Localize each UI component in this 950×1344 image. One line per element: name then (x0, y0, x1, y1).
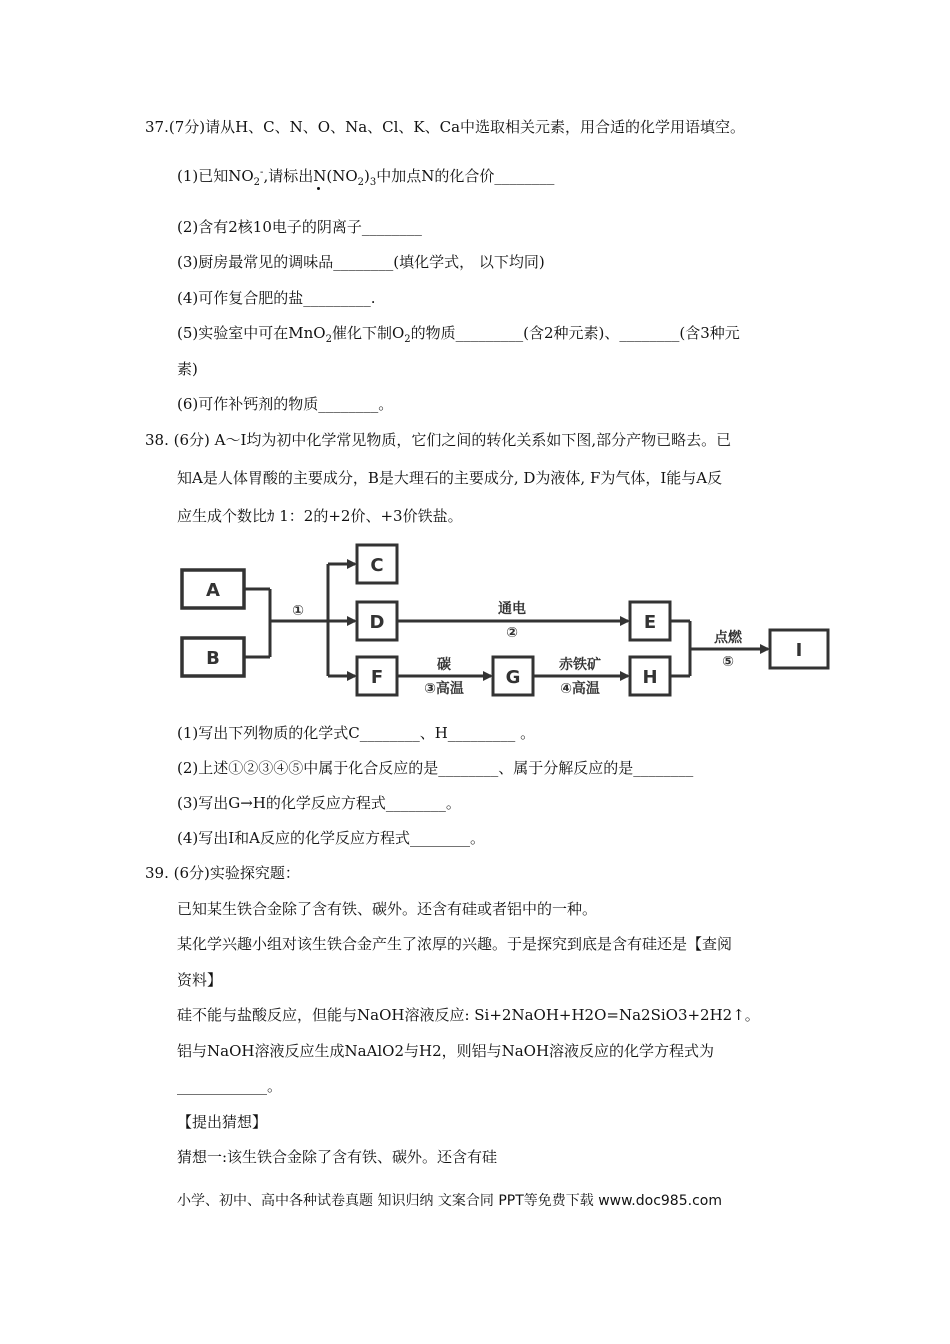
reaction-flow-diagram (0, 535, 950, 715)
q39-line6: ____________。 (177, 1077, 283, 1095)
q37-part6: (6)可作补钙剂的物质________。 (177, 395, 394, 413)
q37-part4: (4)可作复合肥的盐_________. (177, 289, 376, 307)
reaction-5-condition: 点燃 (714, 630, 742, 646)
reaction-4-label: ④高温 (560, 681, 600, 697)
label-d: D (369, 612, 385, 633)
q39-line3: 资料】 (177, 971, 223, 989)
q38-sub1: (1)写出下列物质的化学式C________、H_________ 。 (177, 724, 536, 742)
q39-line5: 铝与NaOH溶液反应生成NaAlO2与H2，则铝与NaOH溶液反应的化学方程式为 (177, 1042, 715, 1060)
reaction-3-condition: 碳 (437, 657, 451, 673)
q38-sub3: (3)写出G→H的化学反应方程式________。 (177, 794, 461, 812)
reaction-4-condition: 赤铁矿 (559, 657, 601, 673)
q38-sub2: (2)上述①②③④⑤中属于化合反应的是________、属于分解反应的是________ (177, 759, 694, 777)
label-a: A (206, 580, 220, 601)
q39-line8: 猜想一:该生铁合金除了含有铁、碳外。还含有硅 (177, 1148, 498, 1166)
label-i: I (795, 640, 803, 661)
q37-part2: (2)含有2核10电子的阴离子________ (177, 218, 422, 236)
q37-part5: (5)实验室中可在MnO$_2$催化下制$O_2$的物质_________(含2种元素)、________(含3种元 (177, 324, 740, 345)
q37-title: 37.(7分)请从H、C、N、O、Na、Cl、K、Ca中选取相关元素，用合适的化学用语填空。 (145, 118, 746, 136)
q37-part1: (1)已知$NO_2^-$,请标出$N(NO_2)_3$中加点N的化合价________ (177, 167, 555, 188)
page-footer: 小学、初中、高中各种试卷真题 知识归纳 文案合同 PPT等免费下载 www.doc985.com (177, 1193, 722, 1209)
reaction-3-label: ③高温 (424, 681, 464, 697)
reaction-2-condition: 通电 (498, 601, 526, 617)
label-f: F (370, 667, 384, 688)
q38-line2: 知A是人体胃酸的主要成分，B是大理石的主要成分, D为液体, F为气体，I能与A反 (177, 469, 723, 487)
label-h: H (642, 667, 658, 688)
q39-line4: 硅不能与盐酸反应，但能与NaOH溶液反应: Si+2NaOH+H2O=Na2SiO3+2H2↑。 (177, 1006, 760, 1024)
q37-part3: (3)厨房最常见的调味品________(填化学式， 以下均同) (177, 253, 545, 271)
dotted-n: N (313, 167, 327, 185)
q37-part5-cont: 素) (177, 360, 198, 378)
q38-sub4: (4)写出I和A反应的化学反应方程式________。 (177, 829, 486, 847)
q39-line2: 某化学兴趣小组对该生铁合金产生了浓厚的兴趣。于是探究到底是含有硅还是【查阅 (177, 935, 733, 953)
label-c: C (370, 555, 384, 576)
label-b: B (206, 648, 220, 669)
reaction-5-label: ⑤ (722, 654, 734, 670)
label-e: E (643, 612, 657, 633)
reaction-2-label: ② (506, 625, 518, 641)
q39-line7: 【提出猜想】 (177, 1113, 268, 1131)
q39-line1: 已知某生铁合金除了含有铁、碳外。还含有硅或者铝中的一种。 (177, 900, 598, 918)
label-g: G (505, 667, 521, 688)
q38-line1: 38. (6分) A～I均为初中化学常见物质，它们之间的转化关系如下图,部分产物已略去。已 (145, 431, 732, 449)
reaction-1-label: ① (292, 603, 304, 619)
q38-line3: 应生成个数比ｶ 1：2的+2价、+3价铁盐。 (177, 507, 463, 525)
q39-title: 39. (6分)实验探究题： (145, 864, 300, 882)
